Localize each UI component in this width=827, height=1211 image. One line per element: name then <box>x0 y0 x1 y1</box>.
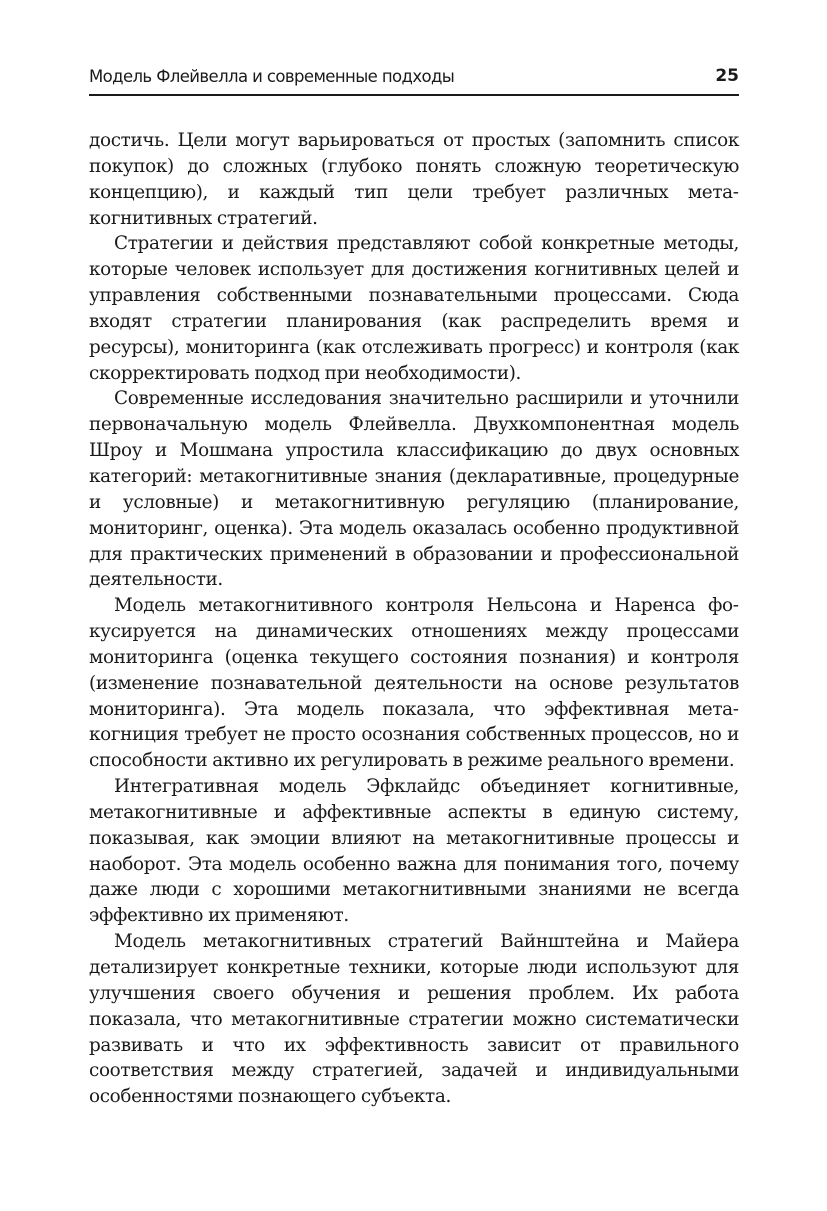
paragraph-modern-research: Современные исследования значительно расширили и уточнили первоначальную модель Флейвелла. Двухкомпонентная модель Шроу и Мошмана упростила классификацию до двух основных категорий: метакогнитивные знания (декларативные, процедурные и условные) и метакогнитивную регуляцию (планирование, мониторинг, оценка). Эта модель оказалась особенно продуктивной для практических применений в образовании и профессиональной деятельности. <box>89 388 739 591</box>
body-text <box>89 128 739 1110</box>
running-title: Модель Флейвелла и современные подходы <box>89 67 455 86</box>
paragraph-continuation: достичь. Цели могут варьироваться от простых (запомнить список покупок) до сложных (глубоко понять сложную теоретическую концепцию), и каждый тип цели требует различных метакогнитивных стратегий. <box>89 130 739 229</box>
paragraph-nelson-narens: Модель метакогнитивного контроля Нельсона и Наренса фокусируется на динамических отношениях между процессами мониторинга (оценка текущего состояния познания) и контроля (изменение познавательной деятельности на основе результатов мониторинга). Эта модель показала, что эффективная метакогниция требует не просто осознания собственных процессов, но и способности активно их регулировать в режиме реального времени. <box>89 595 739 772</box>
paragraph-strategies: Стратегии и действия представляют собой конкретные методы, которые человек использует для достижения когнитивных целей и управления собственными познавательными процессами. Сюда входят стратегии планирования (как распределить время и ресурсы), мониторинга (как отслеживать прогресс) и контроля (как скорректировать подход при необходимости). <box>89 233 739 384</box>
page-number: 25 <box>715 66 739 86</box>
paragraph-weinstein-mayer: Модель метакогнитивных стратегий Вайнштейна и Майера детализирует конкретные техники, которые люди используют для улучшения своего обучения и решения проблем. Их работа показала, что метакогнитивные стратегии можно систематически развивать и что их эффективность зависит от правильного соответствия между стратегией, задачей и индивидуальными особенностями познающего субъекта. <box>89 931 739 1108</box>
paragraph-efklides: Интегративная модель Эфклайдс объединяет когнитивные, метакогнитивные и аффективные аспекты в единую систему, показывая, как эмоции влияют на метакогнитивные процессы и наоборот. Эта модель особенно важна для понимания того, почему даже люди с хорошими метакогнитивными знаниями не всегда эффективно их применяют. <box>89 776 739 927</box>
running-header <box>89 64 739 96</box>
